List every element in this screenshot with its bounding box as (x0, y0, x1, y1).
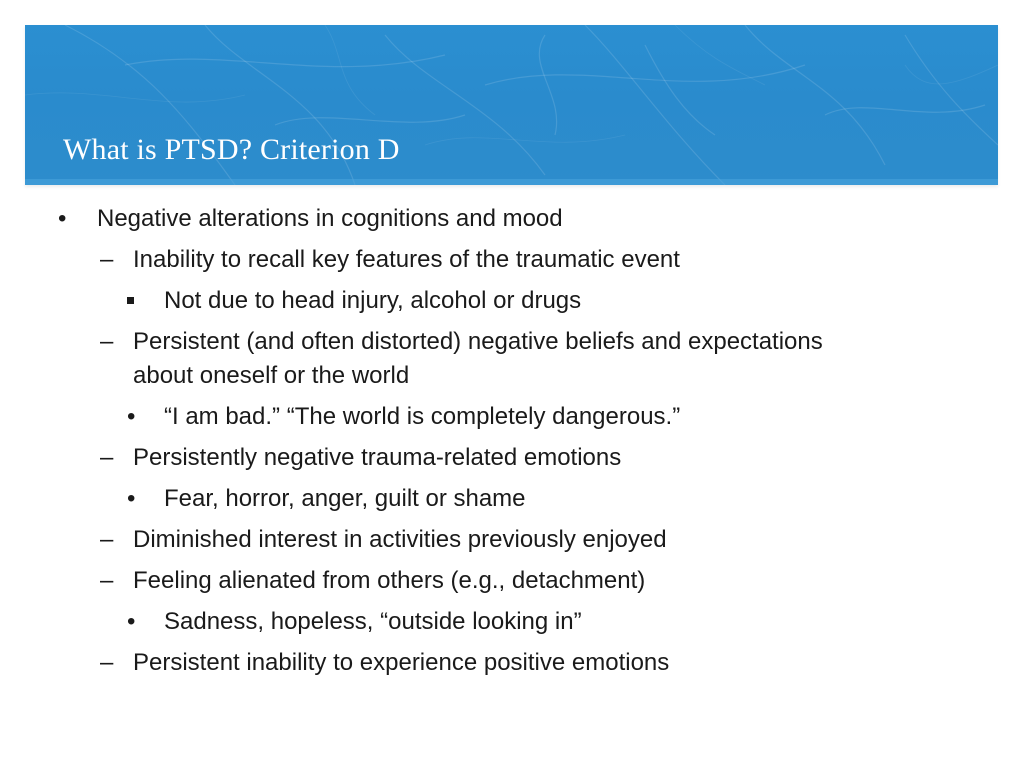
list-item-text: Persistent (and often distorted) negative beliefs and expectations (133, 328, 823, 355)
bullet-icon: • (127, 608, 136, 635)
list-item-text: Fear, horror, anger, guilt or shame (164, 485, 526, 512)
banner-divider (25, 179, 998, 185)
dash-bullet-icon: – (100, 649, 114, 676)
list-item-text: Inability to recall key features of the traumatic event (133, 246, 680, 273)
bullet-icon: • (127, 403, 136, 430)
dash-bullet-icon: – (100, 444, 114, 471)
dash-bullet-icon: – (100, 328, 114, 355)
list-item-text: Sadness, hopeless, “outside looking in” (164, 608, 582, 635)
list-item-text: Negative alterations in cognitions and mood (97, 205, 563, 232)
dash-bullet-icon: – (100, 526, 114, 553)
list-item-text: Not due to head injury, alcohol or drugs (164, 287, 582, 314)
list-item-text: Persistent inability to experience positive emotions (133, 649, 670, 676)
list-item-text-continuation: about oneself or the world (133, 362, 410, 389)
list-item-text: Feeling alienated from others (e.g., detachment) (133, 567, 646, 594)
list-item-text: Diminished interest in activities previously enjoyed (133, 526, 667, 553)
square-bullet-icon (127, 297, 134, 304)
header-banner (25, 25, 998, 185)
slide-title: What is PTSD? Criterion D (63, 133, 400, 166)
bullet-icon: • (58, 205, 67, 232)
list-item-text: “I am bad.” “The world is completely dangerous.” (164, 403, 681, 430)
list-item-text: Persistently negative trauma-related emotions (133, 444, 622, 471)
bullet-icon: • (127, 485, 136, 512)
dash-bullet-icon: – (100, 246, 114, 273)
dash-bullet-icon: – (100, 567, 114, 594)
